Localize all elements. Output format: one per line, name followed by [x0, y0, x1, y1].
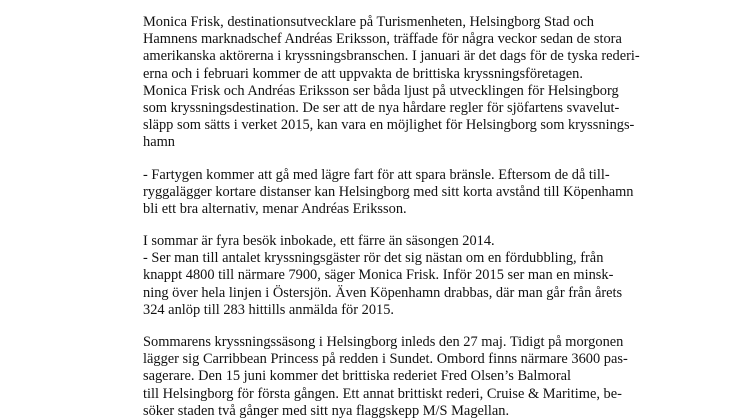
text-line: söker staden två gånger med sitt nya flaggskepp M/S Magellan. — [143, 402, 510, 419]
text-line: lägger sig Carribbean Princess på redden i Sundet. Ombord finns närmare 3600 pas- — [143, 351, 628, 368]
text-line: Sommarens kryssningssäsong i Helsingborg inleds den 27 maj. Tidigt på morgonen — [143, 334, 624, 350]
paragraph-3 — [143, 233, 623, 319]
text-line: Monica Frisk, destinationsutvecklare på Turismenheten, Helsingborg Stad och — [143, 14, 594, 30]
text-line: som kryssningsdestination. De ser att de nya hårdare regler för sjöfartens svavelut- — [143, 99, 620, 116]
paragraph-1 — [143, 14, 640, 152]
text-line: ning över hela linjen i Östersjön. Även Köpenhamn drabbas, där man går från årets — [143, 284, 623, 301]
text-line: - Fartygen kommer att gå med lägre fart för att spara bränsle. Eftersom de då till- — [143, 166, 610, 183]
text-line: amerikanska aktörerna i kryssningsbranschen. I januari är det dags för de tyska rederi- — [143, 48, 640, 65]
document-body — [143, 14, 640, 420]
text-line: 324 anlöp till 283 hittills anmälda för 2015. — [143, 301, 395, 318]
text-line: - Ser man till antalet kryssningsgäster rör det sig nästan om en fördubbling, från — [143, 250, 604, 267]
text-line: knappt 4800 till närmare 7900, säger Monica Frisk. Inför 2015 ser man en minsk- — [143, 267, 614, 284]
text-line: I sommar är fyra besök inbokade, ett färre än säsongen 2014. — [143, 233, 495, 250]
text-line: till Helsingborg för första gången. Ett annat brittiskt rederi, Cruise & Maritime, be- — [143, 385, 622, 402]
text-line: släpp som sätts i verket 2015, kan vara en möjlighet för Helsingborg som kryssnings- — [143, 117, 635, 134]
paragraph-2 — [143, 166, 634, 219]
text-line: ryggalägger kortare distanser kan Helsingborg med sitt korta avstånd till Köpenhamn — [143, 183, 634, 200]
text-line: erna och i februari kommer de att uppvakta de brittiska kryssningsföretagen. — [143, 65, 583, 82]
text-line: Monica Frisk och Andréas Eriksson ser båda ljust på utvecklingen för Helsingborg — [143, 82, 619, 99]
text-line: Hamnens marknadschef Andréas Eriksson, träffade för några veckor sedan de stora — [143, 31, 622, 48]
paragraph-4 — [143, 334, 628, 420]
text-line: bli ett bra alternativ, menar Andréas Eriksson. — [143, 200, 407, 217]
text-line: sagerare. Den 15 juni kommer det brittiska rederiet Fred Olsen’s Balmoral — [143, 368, 571, 385]
text-line: hamn — [143, 134, 175, 151]
